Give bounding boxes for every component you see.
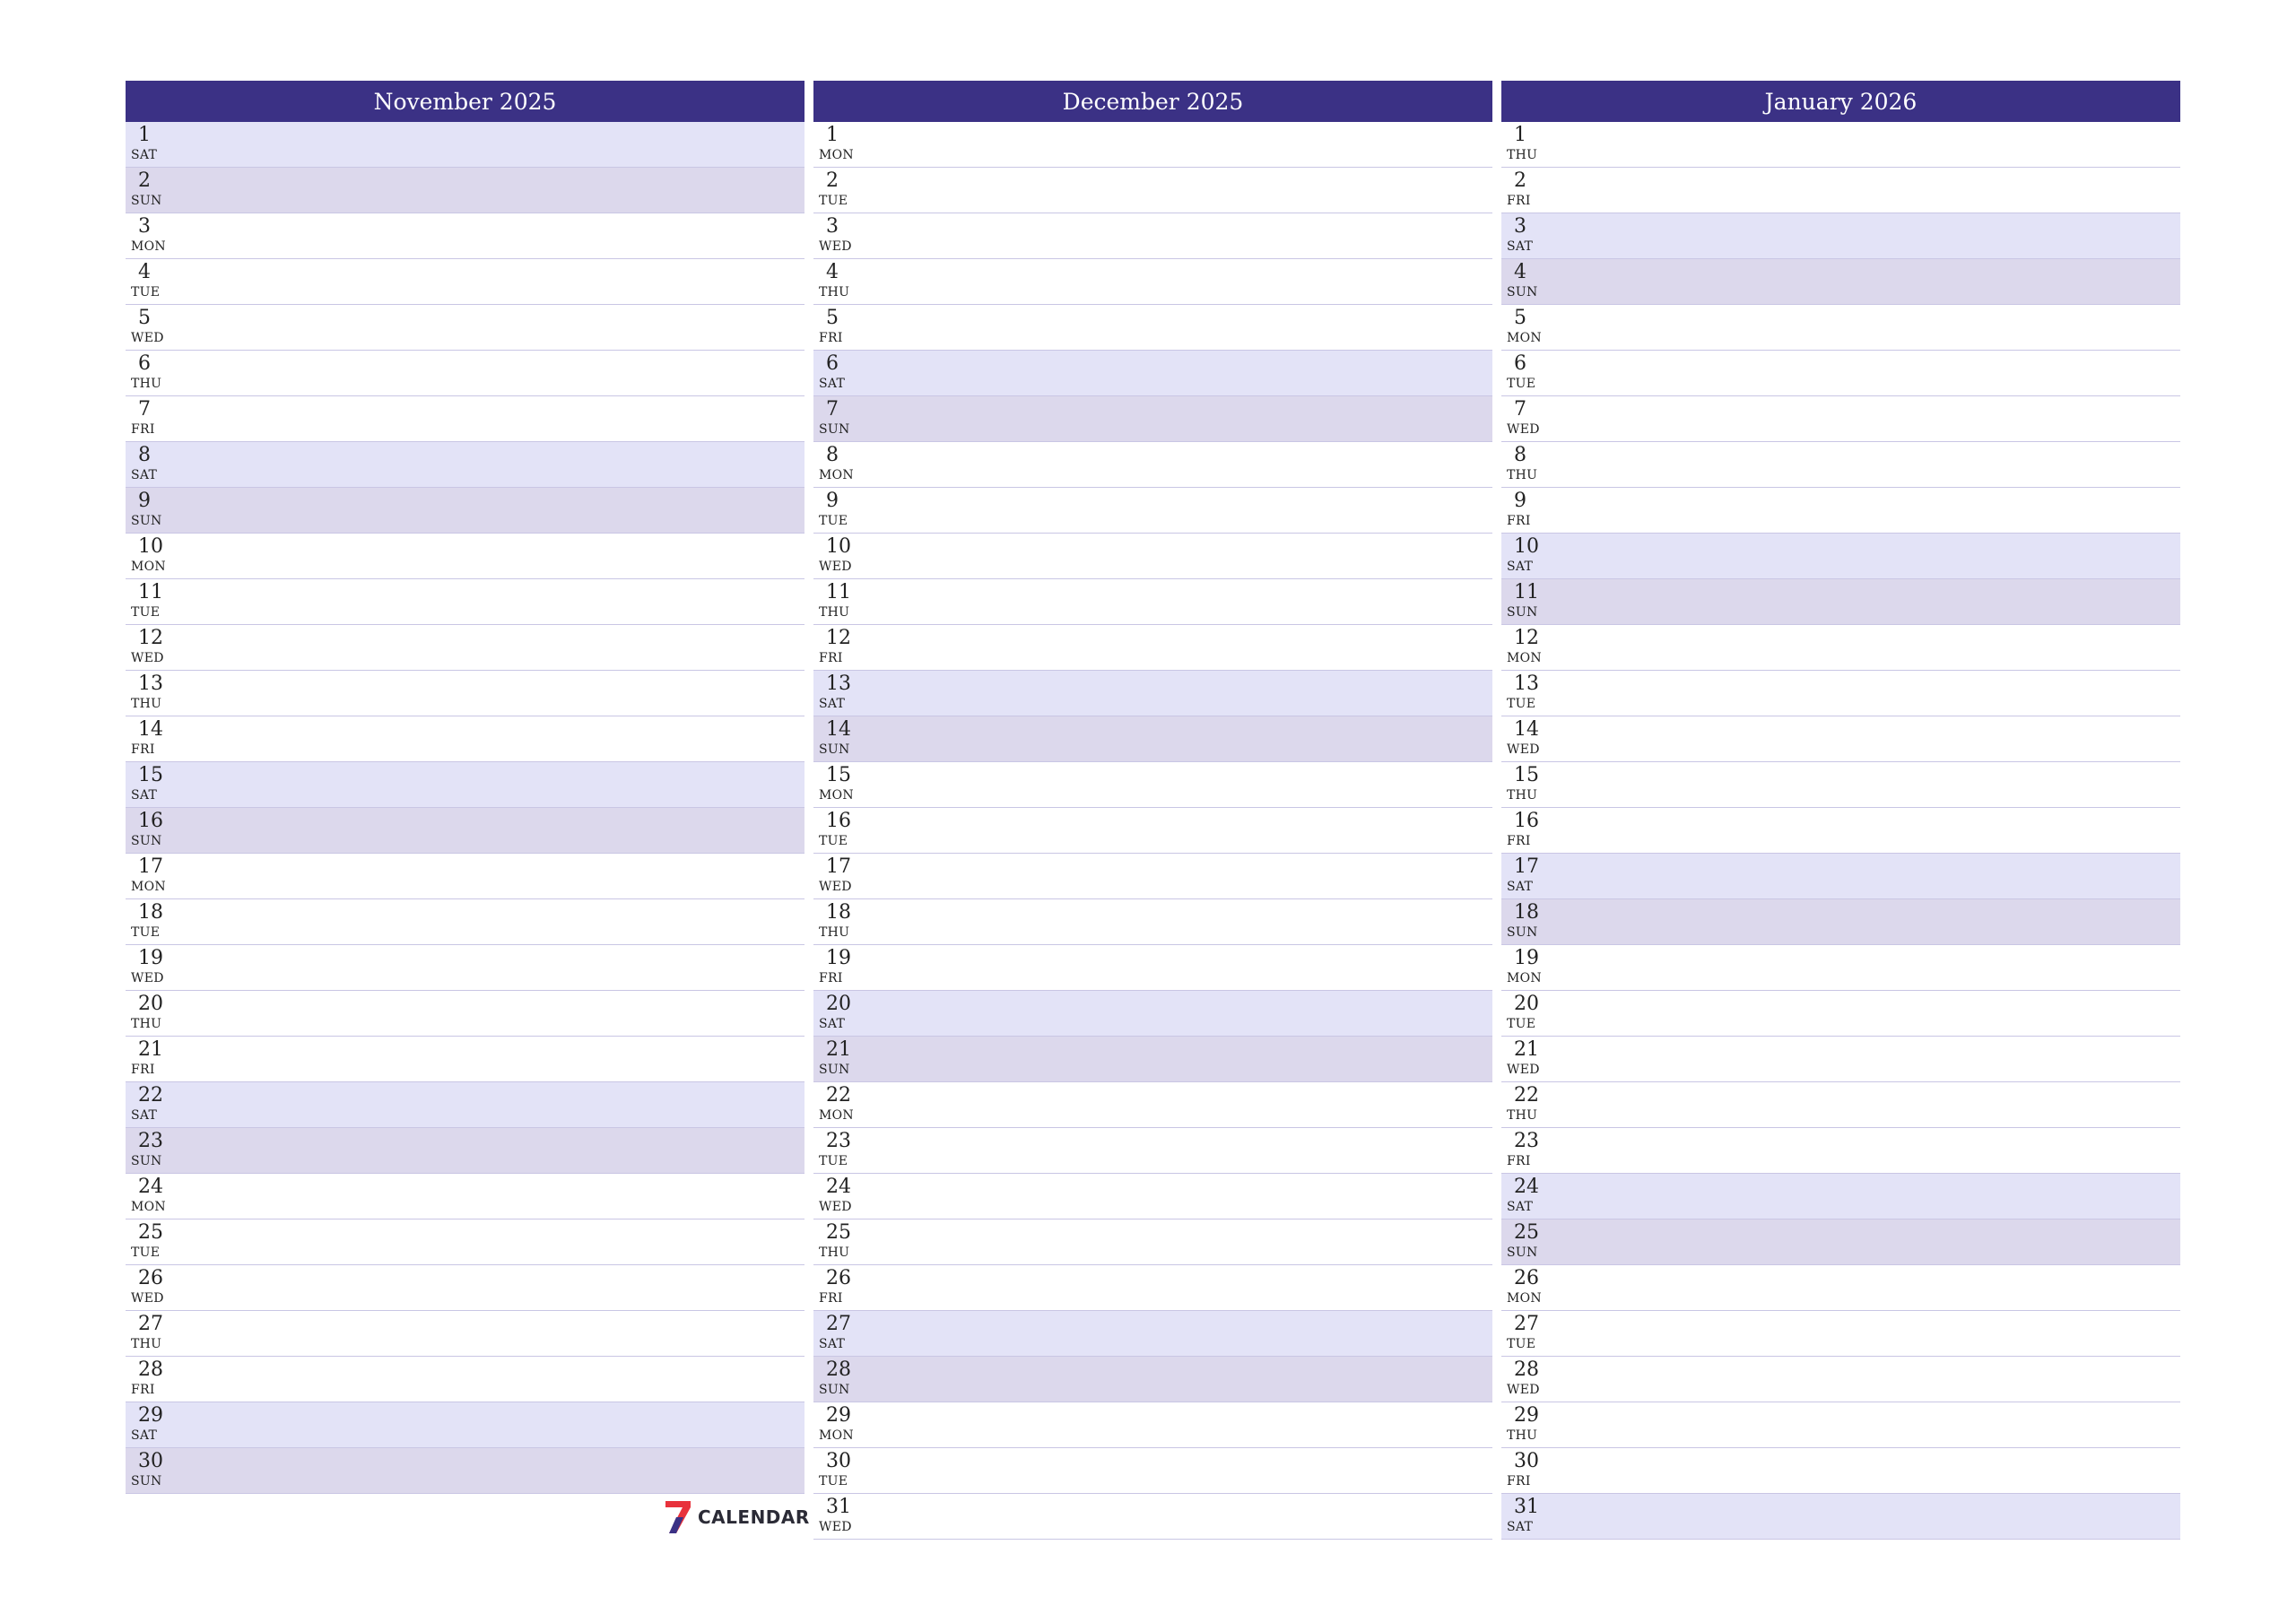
day-number: 14 (1514, 718, 1539, 741)
weekday-label: FRI (819, 971, 843, 985)
weekday-label: FRI (1507, 194, 1531, 208)
day-row (813, 534, 1492, 579)
day-row (126, 625, 804, 671)
day-row (1501, 305, 2180, 351)
day-number: 9 (826, 490, 839, 512)
logo-text: CALENDAR (698, 1506, 810, 1528)
weekday-label: SAT (131, 788, 158, 803)
weekday-label: MON (1507, 1291, 1542, 1306)
day-number: 29 (1514, 1404, 1539, 1427)
weekday-label: FRI (819, 331, 843, 345)
day-row (126, 579, 804, 625)
day-number: 30 (1514, 1450, 1539, 1472)
weekday-label: WED (819, 880, 852, 894)
day-number: 10 (826, 535, 851, 558)
weekday-label: THU (1507, 148, 1538, 162)
day-number: 5 (138, 307, 151, 329)
day-number: 21 (138, 1038, 163, 1061)
day-row (813, 1448, 1492, 1494)
day-row (1501, 1357, 2180, 1402)
weekday-label: WED (819, 1520, 852, 1534)
weekday-label: MON (819, 148, 854, 162)
day-row (1501, 991, 2180, 1037)
day-number: 4 (1514, 261, 1526, 283)
day-row (1501, 1082, 2180, 1128)
weekday-label: TUE (819, 514, 848, 528)
day-row (813, 899, 1492, 945)
day-number: 29 (138, 1404, 163, 1427)
weekday-label: TUE (1507, 1017, 1536, 1031)
day-row (813, 396, 1492, 442)
day-number: 18 (1514, 901, 1539, 924)
day-number: 15 (138, 764, 163, 786)
weekday-label: THU (1507, 1428, 1538, 1443)
month-column-december (813, 81, 1492, 1540)
weekday-label: TUE (819, 1474, 848, 1488)
day-number: 23 (826, 1130, 851, 1152)
day-row (1501, 1448, 2180, 1494)
weekday-label: FRI (1507, 1154, 1531, 1168)
day-row (813, 305, 1492, 351)
weekday-label: WED (131, 331, 164, 345)
day-number: 21 (826, 1038, 851, 1061)
day-list (813, 122, 1492, 1540)
day-row (126, 168, 804, 213)
day-number: 12 (138, 627, 163, 649)
weekday-label: SAT (131, 1108, 158, 1123)
day-number: 27 (826, 1313, 851, 1335)
weekday-label: SUN (819, 742, 850, 757)
day-number: 19 (826, 947, 851, 969)
weekday-label: WED (1507, 742, 1540, 757)
weekday-label: MON (131, 560, 166, 574)
day-row (813, 1265, 1492, 1311)
day-row (1501, 854, 2180, 899)
day-number: 10 (1514, 535, 1539, 558)
day-row (1501, 945, 2180, 991)
weekday-label: THU (819, 925, 850, 940)
day-number: 13 (138, 673, 163, 695)
day-number: 19 (138, 947, 163, 969)
weekday-label: MON (1507, 331, 1542, 345)
day-row (126, 899, 804, 945)
day-row (126, 442, 804, 488)
day-number: 1 (138, 124, 151, 146)
day-number: 16 (826, 810, 851, 832)
weekday-label: SUN (131, 834, 162, 848)
day-row (126, 1265, 804, 1311)
day-row (126, 945, 804, 991)
day-number: 17 (1514, 855, 1539, 878)
day-number: 26 (826, 1267, 851, 1289)
weekday-label: SUN (131, 514, 162, 528)
day-row (1501, 259, 2180, 305)
weekday-label: SAT (819, 1337, 846, 1351)
weekday-label: THU (131, 1017, 162, 1031)
weekday-label: THU (819, 1245, 850, 1260)
day-number: 20 (1514, 993, 1539, 1015)
weekday-label: SUN (819, 1383, 850, 1397)
day-number: 24 (826, 1176, 851, 1198)
day-row (1501, 1219, 2180, 1265)
day-number: 30 (826, 1450, 851, 1472)
day-row (126, 122, 804, 168)
weekday-label: FRI (1507, 1474, 1531, 1488)
day-row (813, 1174, 1492, 1219)
month-column-january (1501, 81, 2180, 1540)
day-number: 13 (1514, 673, 1539, 695)
day-row (126, 1402, 804, 1448)
weekday-label: SUN (1507, 605, 1538, 620)
day-number: 2 (138, 169, 151, 192)
day-number: 18 (826, 901, 851, 924)
day-number: 18 (138, 901, 163, 924)
day-row (1501, 1494, 2180, 1540)
day-row (1501, 762, 2180, 808)
day-number: 25 (1514, 1221, 1539, 1244)
day-row (1501, 442, 2180, 488)
day-row (813, 168, 1492, 213)
weekday-label: MON (819, 468, 854, 482)
month-header: November 2025 (126, 81, 804, 122)
weekday-label: SAT (819, 697, 846, 711)
weekday-label: WED (819, 1200, 852, 1214)
day-number: 23 (138, 1130, 163, 1152)
weekday-label: MON (131, 1200, 166, 1214)
day-number: 11 (1514, 581, 1539, 603)
day-row (126, 716, 804, 762)
weekday-label: SAT (1507, 1200, 1534, 1214)
day-number: 12 (1514, 627, 1539, 649)
weekday-label: TUE (819, 194, 848, 208)
day-number: 7 (826, 398, 839, 421)
day-number: 25 (138, 1221, 163, 1244)
day-row (813, 1494, 1492, 1540)
day-row (1501, 122, 2180, 168)
day-row (813, 351, 1492, 396)
day-number: 10 (138, 535, 163, 558)
weekday-label: SUN (1507, 285, 1538, 299)
day-row (813, 488, 1492, 534)
day-row (1501, 534, 2180, 579)
day-number: 25 (826, 1221, 851, 1244)
day-number: 8 (1514, 444, 1526, 466)
weekday-label: SAT (819, 377, 846, 391)
weekday-label: TUE (819, 1154, 848, 1168)
weekday-label: MON (131, 880, 166, 894)
day-row (813, 259, 1492, 305)
day-number: 8 (138, 444, 151, 466)
day-number: 26 (138, 1267, 163, 1289)
day-row (1501, 1128, 2180, 1174)
day-row (126, 259, 804, 305)
weekday-label: TUE (131, 605, 161, 620)
day-row (126, 808, 804, 854)
day-row (126, 762, 804, 808)
day-row (813, 1128, 1492, 1174)
month-header: January 2026 (1501, 81, 2180, 122)
day-number: 19 (1514, 947, 1539, 969)
day-number: 4 (138, 261, 151, 283)
day-row (813, 1219, 1492, 1265)
weekday-label: FRI (819, 1291, 843, 1306)
day-number: 27 (138, 1313, 163, 1335)
day-row (813, 716, 1492, 762)
day-row (1501, 351, 2180, 396)
day-number: 22 (138, 1084, 163, 1107)
day-row (1501, 1402, 2180, 1448)
day-row (126, 991, 804, 1037)
weekday-label: MON (819, 1108, 854, 1123)
day-number: 3 (138, 215, 151, 238)
day-number: 28 (1514, 1358, 1539, 1381)
day-number: 29 (826, 1404, 851, 1427)
day-row (126, 305, 804, 351)
weekday-label: THU (131, 377, 162, 391)
brand-logo (664, 1499, 810, 1535)
day-row (126, 534, 804, 579)
day-row (813, 579, 1492, 625)
weekday-label: TUE (1507, 377, 1536, 391)
weekday-label: SAT (1507, 880, 1534, 894)
weekday-label: MON (1507, 971, 1542, 985)
day-row (1501, 671, 2180, 716)
weekday-label: SUN (131, 194, 162, 208)
day-number: 21 (1514, 1038, 1539, 1061)
weekday-label: THU (1507, 468, 1538, 482)
weekday-label: SAT (1507, 1520, 1534, 1534)
day-number: 9 (138, 490, 151, 512)
day-row (813, 991, 1492, 1037)
day-row (813, 945, 1492, 991)
weekday-label: FRI (1507, 514, 1531, 528)
day-number: 2 (1514, 169, 1526, 192)
day-row (1501, 488, 2180, 534)
day-number: 14 (138, 718, 163, 741)
day-row (126, 1037, 804, 1082)
month-column-november (126, 81, 804, 1494)
weekday-label: THU (131, 1337, 162, 1351)
day-number: 15 (1514, 764, 1539, 786)
day-row (813, 1037, 1492, 1082)
weekday-label: MON (819, 788, 854, 803)
weekday-label: SUN (819, 422, 850, 437)
weekday-label: THU (1507, 1108, 1538, 1123)
day-number: 4 (826, 261, 839, 283)
month-header: December 2025 (813, 81, 1492, 122)
weekday-label: SUN (1507, 925, 1538, 940)
weekday-label: THU (819, 605, 850, 620)
weekday-label: TUE (131, 925, 161, 940)
day-number: 15 (826, 764, 851, 786)
day-row (1501, 899, 2180, 945)
weekday-label: SAT (1507, 560, 1534, 574)
day-number: 17 (826, 855, 851, 878)
weekday-label: SUN (819, 1063, 850, 1077)
day-number: 30 (138, 1450, 163, 1472)
weekday-label: SUN (131, 1474, 162, 1488)
day-number: 23 (1514, 1130, 1539, 1152)
day-row (813, 1402, 1492, 1448)
weekday-label: TUE (1507, 697, 1536, 711)
weekday-label: THU (131, 697, 162, 711)
day-number: 16 (138, 810, 163, 832)
weekday-label: WED (819, 560, 852, 574)
day-row (813, 213, 1492, 259)
day-number: 16 (1514, 810, 1539, 832)
day-number: 5 (826, 307, 839, 329)
day-number: 20 (826, 993, 851, 1015)
weekday-label: THU (819, 285, 850, 299)
weekday-label: FRI (1507, 834, 1531, 848)
weekday-label: MON (1507, 651, 1542, 665)
day-row (126, 1219, 804, 1265)
day-number: 1 (1514, 124, 1526, 146)
day-number: 28 (138, 1358, 163, 1381)
day-row (813, 1311, 1492, 1357)
day-number: 7 (1514, 398, 1526, 421)
day-row (1501, 396, 2180, 442)
day-row (813, 122, 1492, 168)
day-number: 3 (826, 215, 839, 238)
day-row (126, 1357, 804, 1402)
day-number: 6 (826, 352, 839, 375)
weekday-label: SUN (131, 1154, 162, 1168)
day-number: 5 (1514, 307, 1526, 329)
weekday-label: WED (819, 239, 852, 254)
day-row (126, 488, 804, 534)
weekday-label: FRI (131, 422, 155, 437)
weekday-label: MON (131, 239, 166, 254)
day-row (813, 442, 1492, 488)
day-number: 8 (826, 444, 839, 466)
day-row (1501, 808, 2180, 854)
day-row (126, 1311, 804, 1357)
day-number: 6 (138, 352, 151, 375)
day-row (1501, 625, 2180, 671)
day-row (126, 396, 804, 442)
day-number: 22 (826, 1084, 851, 1107)
day-row (1501, 1174, 2180, 1219)
day-number: 31 (826, 1496, 851, 1518)
day-row (126, 1082, 804, 1128)
weekday-label: FRI (131, 1063, 155, 1077)
weekday-label: FRI (819, 651, 843, 665)
weekday-label: FRI (131, 742, 155, 757)
day-number: 27 (1514, 1313, 1539, 1335)
day-row (813, 1357, 1492, 1402)
weekday-label: TUE (819, 834, 848, 848)
weekday-label: TUE (1507, 1337, 1536, 1351)
weekday-label: WED (131, 971, 164, 985)
day-number: 24 (1514, 1176, 1539, 1198)
day-row (1501, 579, 2180, 625)
day-number: 24 (138, 1176, 163, 1198)
day-number: 2 (826, 169, 839, 192)
day-number: 28 (826, 1358, 851, 1381)
day-row (813, 808, 1492, 854)
weekday-label: THU (1507, 788, 1538, 803)
weekday-label: SAT (819, 1017, 846, 1031)
weekday-label: MON (819, 1428, 854, 1443)
day-number: 11 (826, 581, 851, 603)
weekday-label: SAT (131, 148, 158, 162)
day-number: 9 (1514, 490, 1526, 512)
day-row (126, 1448, 804, 1494)
weekday-label: WED (131, 651, 164, 665)
weekday-label: WED (131, 1291, 164, 1306)
weekday-label: TUE (131, 1245, 161, 1260)
day-row (126, 671, 804, 716)
day-number: 7 (138, 398, 151, 421)
day-number: 6 (1514, 352, 1526, 375)
day-list (126, 122, 804, 1494)
seven-icon (664, 1499, 692, 1535)
day-row (813, 1082, 1492, 1128)
day-number: 14 (826, 718, 851, 741)
day-number: 12 (826, 627, 851, 649)
day-row (813, 762, 1492, 808)
weekday-label: SUN (1507, 1245, 1538, 1260)
day-row (126, 1128, 804, 1174)
weekday-label: WED (1507, 1383, 1540, 1397)
weekday-label: SAT (1507, 239, 1534, 254)
day-number: 22 (1514, 1084, 1539, 1107)
weekday-label: TUE (131, 285, 161, 299)
day-row (813, 625, 1492, 671)
day-list (1501, 122, 2180, 1540)
day-row (1501, 168, 2180, 213)
day-row (1501, 213, 2180, 259)
day-number: 26 (1514, 1267, 1539, 1289)
weekday-label: FRI (131, 1383, 155, 1397)
weekday-label: WED (1507, 1063, 1540, 1077)
day-number: 11 (138, 581, 163, 603)
day-row (1501, 1311, 2180, 1357)
day-number: 31 (1514, 1496, 1539, 1518)
weekday-label: SAT (131, 468, 158, 482)
day-row (813, 671, 1492, 716)
day-row (126, 351, 804, 396)
day-row (813, 854, 1492, 899)
day-row (126, 213, 804, 259)
day-number: 17 (138, 855, 163, 878)
day-number: 20 (138, 993, 163, 1015)
weekday-label: SAT (131, 1428, 158, 1443)
weekday-label: WED (1507, 422, 1540, 437)
day-number: 1 (826, 124, 839, 146)
day-number: 3 (1514, 215, 1526, 238)
day-row (1501, 1265, 2180, 1311)
day-row (1501, 716, 2180, 762)
day-number: 13 (826, 673, 851, 695)
day-row (126, 1174, 804, 1219)
day-row (126, 854, 804, 899)
day-row (1501, 1037, 2180, 1082)
